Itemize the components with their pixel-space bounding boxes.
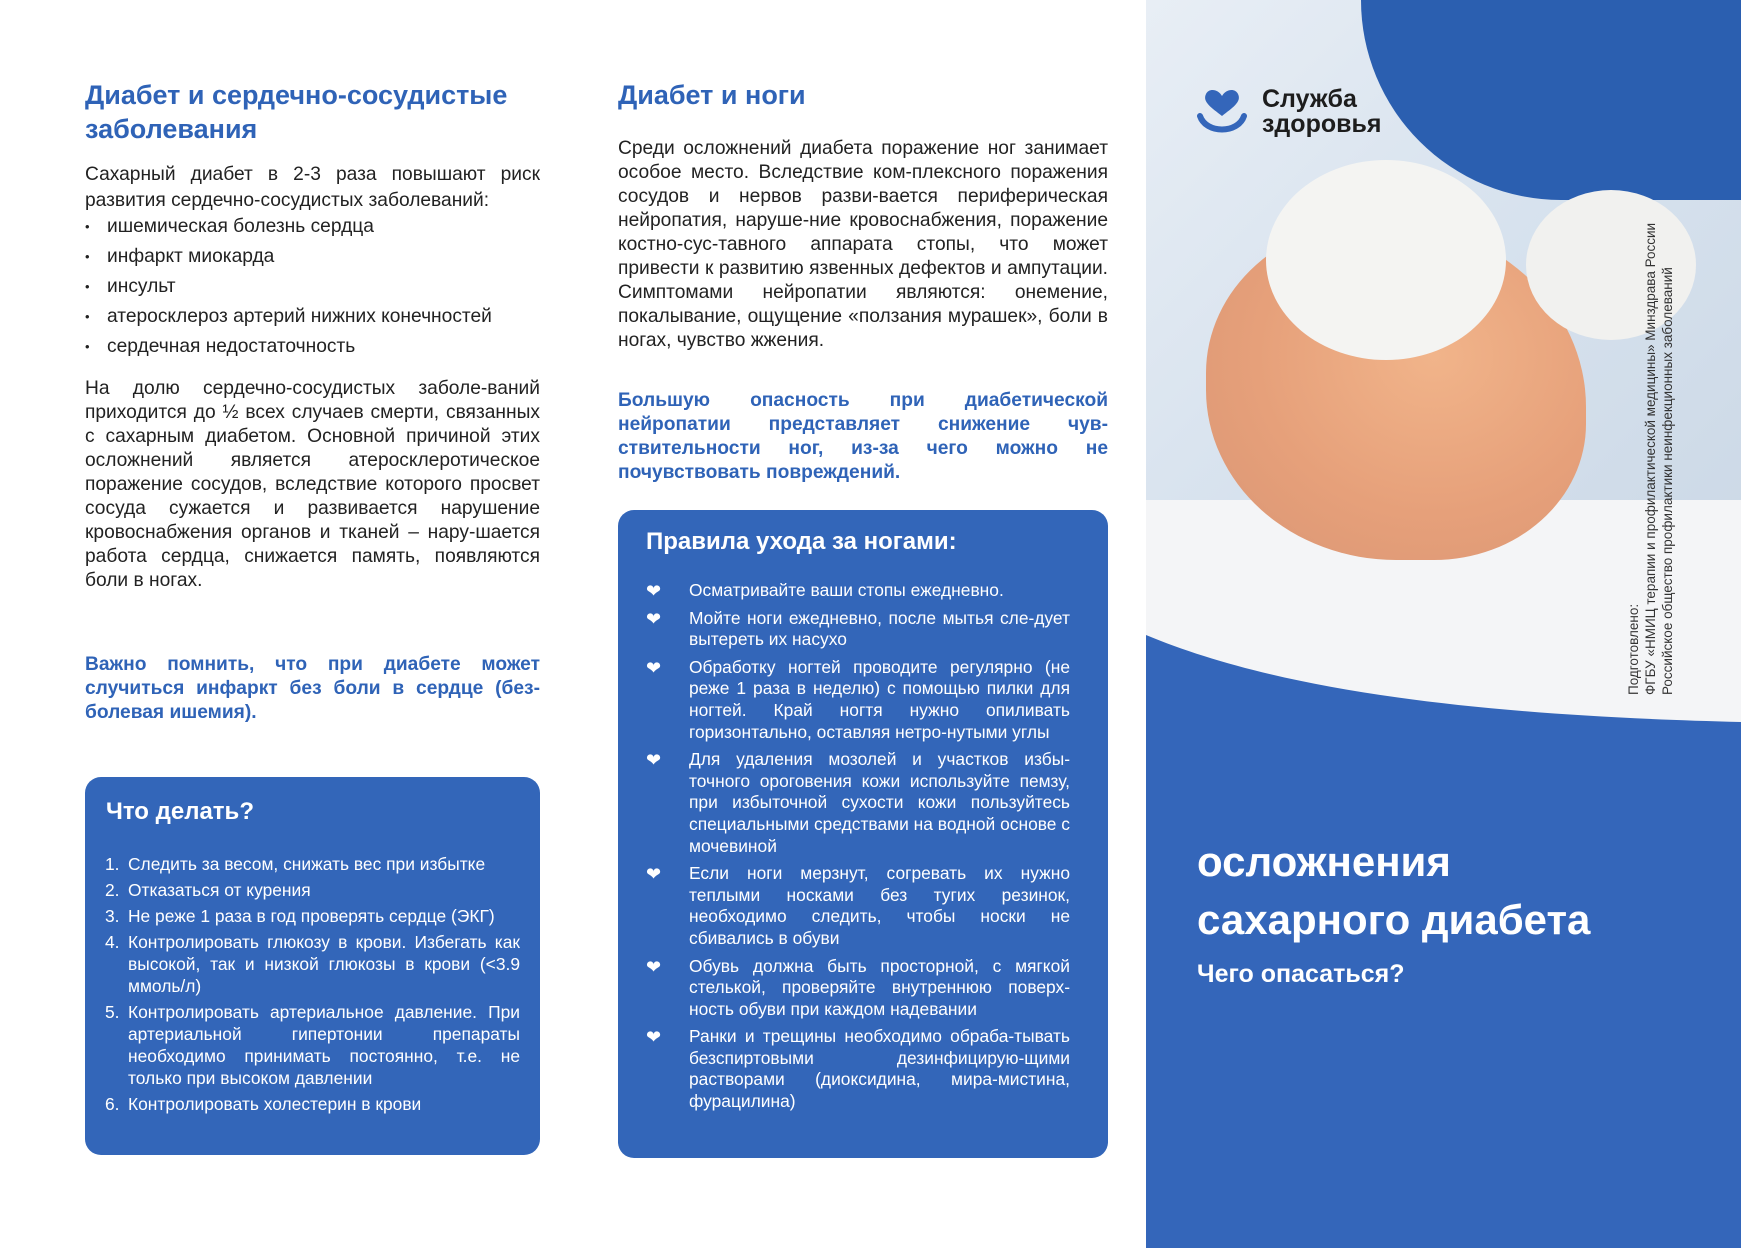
care-box: [618, 510, 1108, 1158]
todo-number: 3.: [105, 906, 120, 926]
feet-heading: Диабет и ноги: [618, 80, 806, 110]
photo-glove: [1266, 160, 1506, 360]
heart-icon: ❤: [646, 608, 662, 629]
heart-icon: ❤: [646, 750, 662, 771]
feet-text: Среди осложнений диабета поражение ног занимает особое место. Вследствие ком-плексного поражения сосудов и нервов разви-вается периферическая нейропатия, наруше-ние кровоснабжения, поражение костно-сус-тавного аппарата стопы, что может привести к развитию язвенных дефектов и ампутации. Симптомами нейропатии являются: онемение, покалывание, ощущение «ползания мурашек», боли в ногах, чувство жжения.: [618, 138, 1108, 351]
care-heading: Правила ухода за ногами:: [646, 528, 957, 555]
todo-item: [105, 853, 520, 875]
todo-number: 2.: [105, 880, 120, 900]
care-item: [646, 956, 1070, 1021]
heart-icon: ❤: [646, 657, 662, 678]
todo-list: [105, 853, 520, 1119]
cardio-heading: Диабет и сердечно-сосудистые заболевания: [85, 80, 508, 144]
logo-heart-icon: [1196, 86, 1248, 138]
feet-danger-note: Большую опасность при диабетической нейропатии представляет снижение чув-ствительности ног, из-за чего можно не почувствовать повреждений.: [618, 390, 1108, 483]
cardio-share-text: На долю сердечно-сосудистых заболе-ваний приходится до ½ всех случаев смерти, связанных с сахарным диабетом. Основной причиной этих осложнений является атеросклеротическое поражение сосудов, вследствие которого просвет сосуда сужается и развивается нарушение кровоснабжения органов и тканей – нару-шается работа сердца, снижается память, появляются боли в ногах.: [85, 378, 540, 591]
logo: [1196, 86, 1381, 138]
cardio-important-note: Важно помнить, что при диабете может случиться инфаркт без боли в сердце (без-болевая ишемия).: [85, 654, 540, 723]
todo-text: Следить за весом, снижать вес при избытке: [128, 854, 486, 874]
cardio-intro: Сахарный диабет в 2-3 раза повышают риск развития сердечно-сосудистых заболеваний:: [85, 164, 540, 211]
care-item: [646, 749, 1070, 857]
care-item: [646, 657, 1070, 743]
todo-number: 1.: [105, 854, 120, 874]
risk-item: • сердечная недостаточность: [85, 332, 492, 362]
care-text: Осматривайте ваши стопы ежедневно.: [689, 580, 1004, 600]
credit-text: [1625, 175, 1676, 695]
todo-number: 5.: [105, 1002, 120, 1022]
credit-line: Подготовлено:: [1626, 603, 1641, 695]
heart-icon: ❤: [646, 864, 662, 885]
heart-icon: ❤: [646, 956, 662, 977]
cover-title-line: осложнения: [1197, 838, 1451, 885]
logo-line: Служба: [1262, 85, 1357, 113]
logo-line: здоровья: [1262, 110, 1382, 138]
heart-icon: ❤: [646, 1027, 662, 1048]
care-item: [646, 608, 1070, 651]
care-text: Мойте ноги ежедневно, после мытья сле-дует вытереть их насухо: [689, 607, 1070, 650]
care-item: [646, 1026, 1070, 1112]
todo-text: Контролировать артериальное давление. При артериальной гипертонии препараты необходимо принимать постоянно, т.е. не только при высоком давлении: [128, 1002, 520, 1088]
todo-box: [85, 777, 540, 1155]
risk-list: [85, 212, 492, 362]
care-text: Ранки и трещины необходимо обраба-тывать безспиртовыми дезинфицирую-щими растворами (диоксидина, мира-мистина, фурацилина): [689, 1026, 1070, 1112]
todo-text: Контролировать холестерин в крови: [128, 1094, 422, 1114]
todo-text: Не реже 1 раза в год проверять сердце (ЭКГ): [128, 906, 495, 926]
todo-item: [105, 905, 520, 927]
credit-line: ФГБУ «НМИЦ терапии и профилактической медицины» Минздрава России: [1643, 222, 1658, 695]
todo-heading: Что делать?: [106, 798, 254, 825]
care-item: [646, 580, 1070, 602]
todo-text: Отказаться от курения: [128, 880, 311, 900]
risk-item: • ишемическая болезнь сердца: [85, 212, 492, 242]
risk-item: • инсульт: [85, 272, 492, 302]
todo-item: [105, 931, 520, 997]
todo-item: [105, 879, 520, 901]
cover-subtitle: Чего опасаться?: [1197, 960, 1405, 988]
todo-item: [105, 1093, 520, 1115]
heart-icon: ❤: [646, 581, 662, 601]
cover-title-line: сахарного диабета: [1197, 896, 1591, 943]
care-text: Для удаления мозолей и участков избы-точного ороговения кожи используйте пемзу, при избыточной сухости кожи пользуйтесь специальными средствами на водной основе с мочевиной: [689, 749, 1070, 856]
care-list: [646, 580, 1070, 1119]
care-text: Если ноги мерзнут, согревать их нужно теплыми носками без тугих резинок, необходимо следить, чтобы носки не сбивались в обуви: [689, 863, 1070, 948]
todo-item: [105, 1001, 520, 1089]
logo-text: [1262, 87, 1381, 137]
todo-text: Контролировать глюкозу в крови. Избегать как высокой, так и низкой глюкозы в крови (<3.9 ммоль/л): [128, 932, 520, 996]
care-item: [646, 863, 1070, 949]
care-text: Обувь должна быть просторной, с мягкой стелькой, проверяйте внутреннюю поверх-ность обуви при каждом надевании: [689, 955, 1070, 1019]
risk-item: • атеросклероз артерий нижних конечностей: [85, 302, 492, 332]
cover-title: [1197, 833, 1590, 949]
todo-number: 4.: [105, 932, 120, 952]
todo-number: 6.: [105, 1094, 120, 1114]
credit-line: Российское общество профилактики неинфекционных заболеваний: [1660, 267, 1675, 695]
risk-item: • инфаркт миокарда: [85, 242, 492, 272]
care-text: Обработку ногтей проводите регулярно (не реже 1 раза в неделю) с помощью пилки для ногтей. Край ногтя нужно опиливать горизонтально, оставляя нетро-нутыми углы: [689, 656, 1070, 742]
